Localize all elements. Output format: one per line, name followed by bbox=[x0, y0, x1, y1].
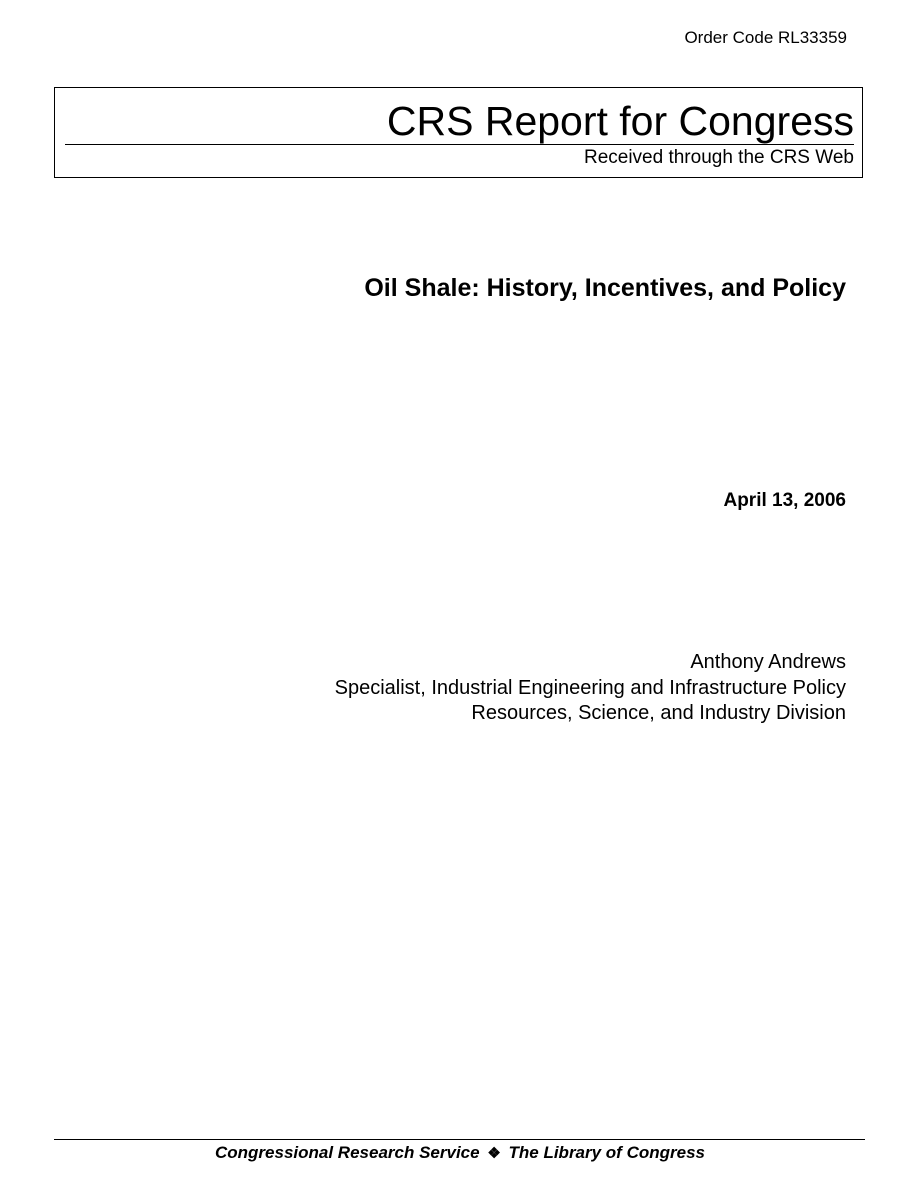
header-subtitle: Received through the CRS Web bbox=[583, 147, 854, 168]
footer bbox=[0, 1142, 920, 1165]
report-date: April 13, 2006 bbox=[723, 490, 846, 511]
report-header-box bbox=[54, 87, 863, 178]
report-title: Oil Shale: History, Incentives, and Policy bbox=[364, 274, 846, 302]
author-division: Resources, Science, and Industry Division bbox=[471, 702, 846, 724]
footer-library: The Library of Congress bbox=[508, 1143, 705, 1162]
author-block bbox=[335, 650, 846, 727]
header-divider bbox=[65, 144, 854, 145]
header-title: CRS Report for Congress bbox=[386, 98, 854, 144]
order-code: Order Code RL33359 bbox=[684, 28, 847, 47]
four-diamond-icon: ❖ bbox=[487, 1145, 501, 1162]
author-name: Anthony Andrews bbox=[690, 651, 846, 673]
author-position: Specialist, Industrial Engineering and Infrastructure Policy bbox=[334, 676, 846, 699]
footer-publisher: Congressional Research Service bbox=[215, 1143, 480, 1162]
footer-divider bbox=[54, 1139, 865, 1140]
